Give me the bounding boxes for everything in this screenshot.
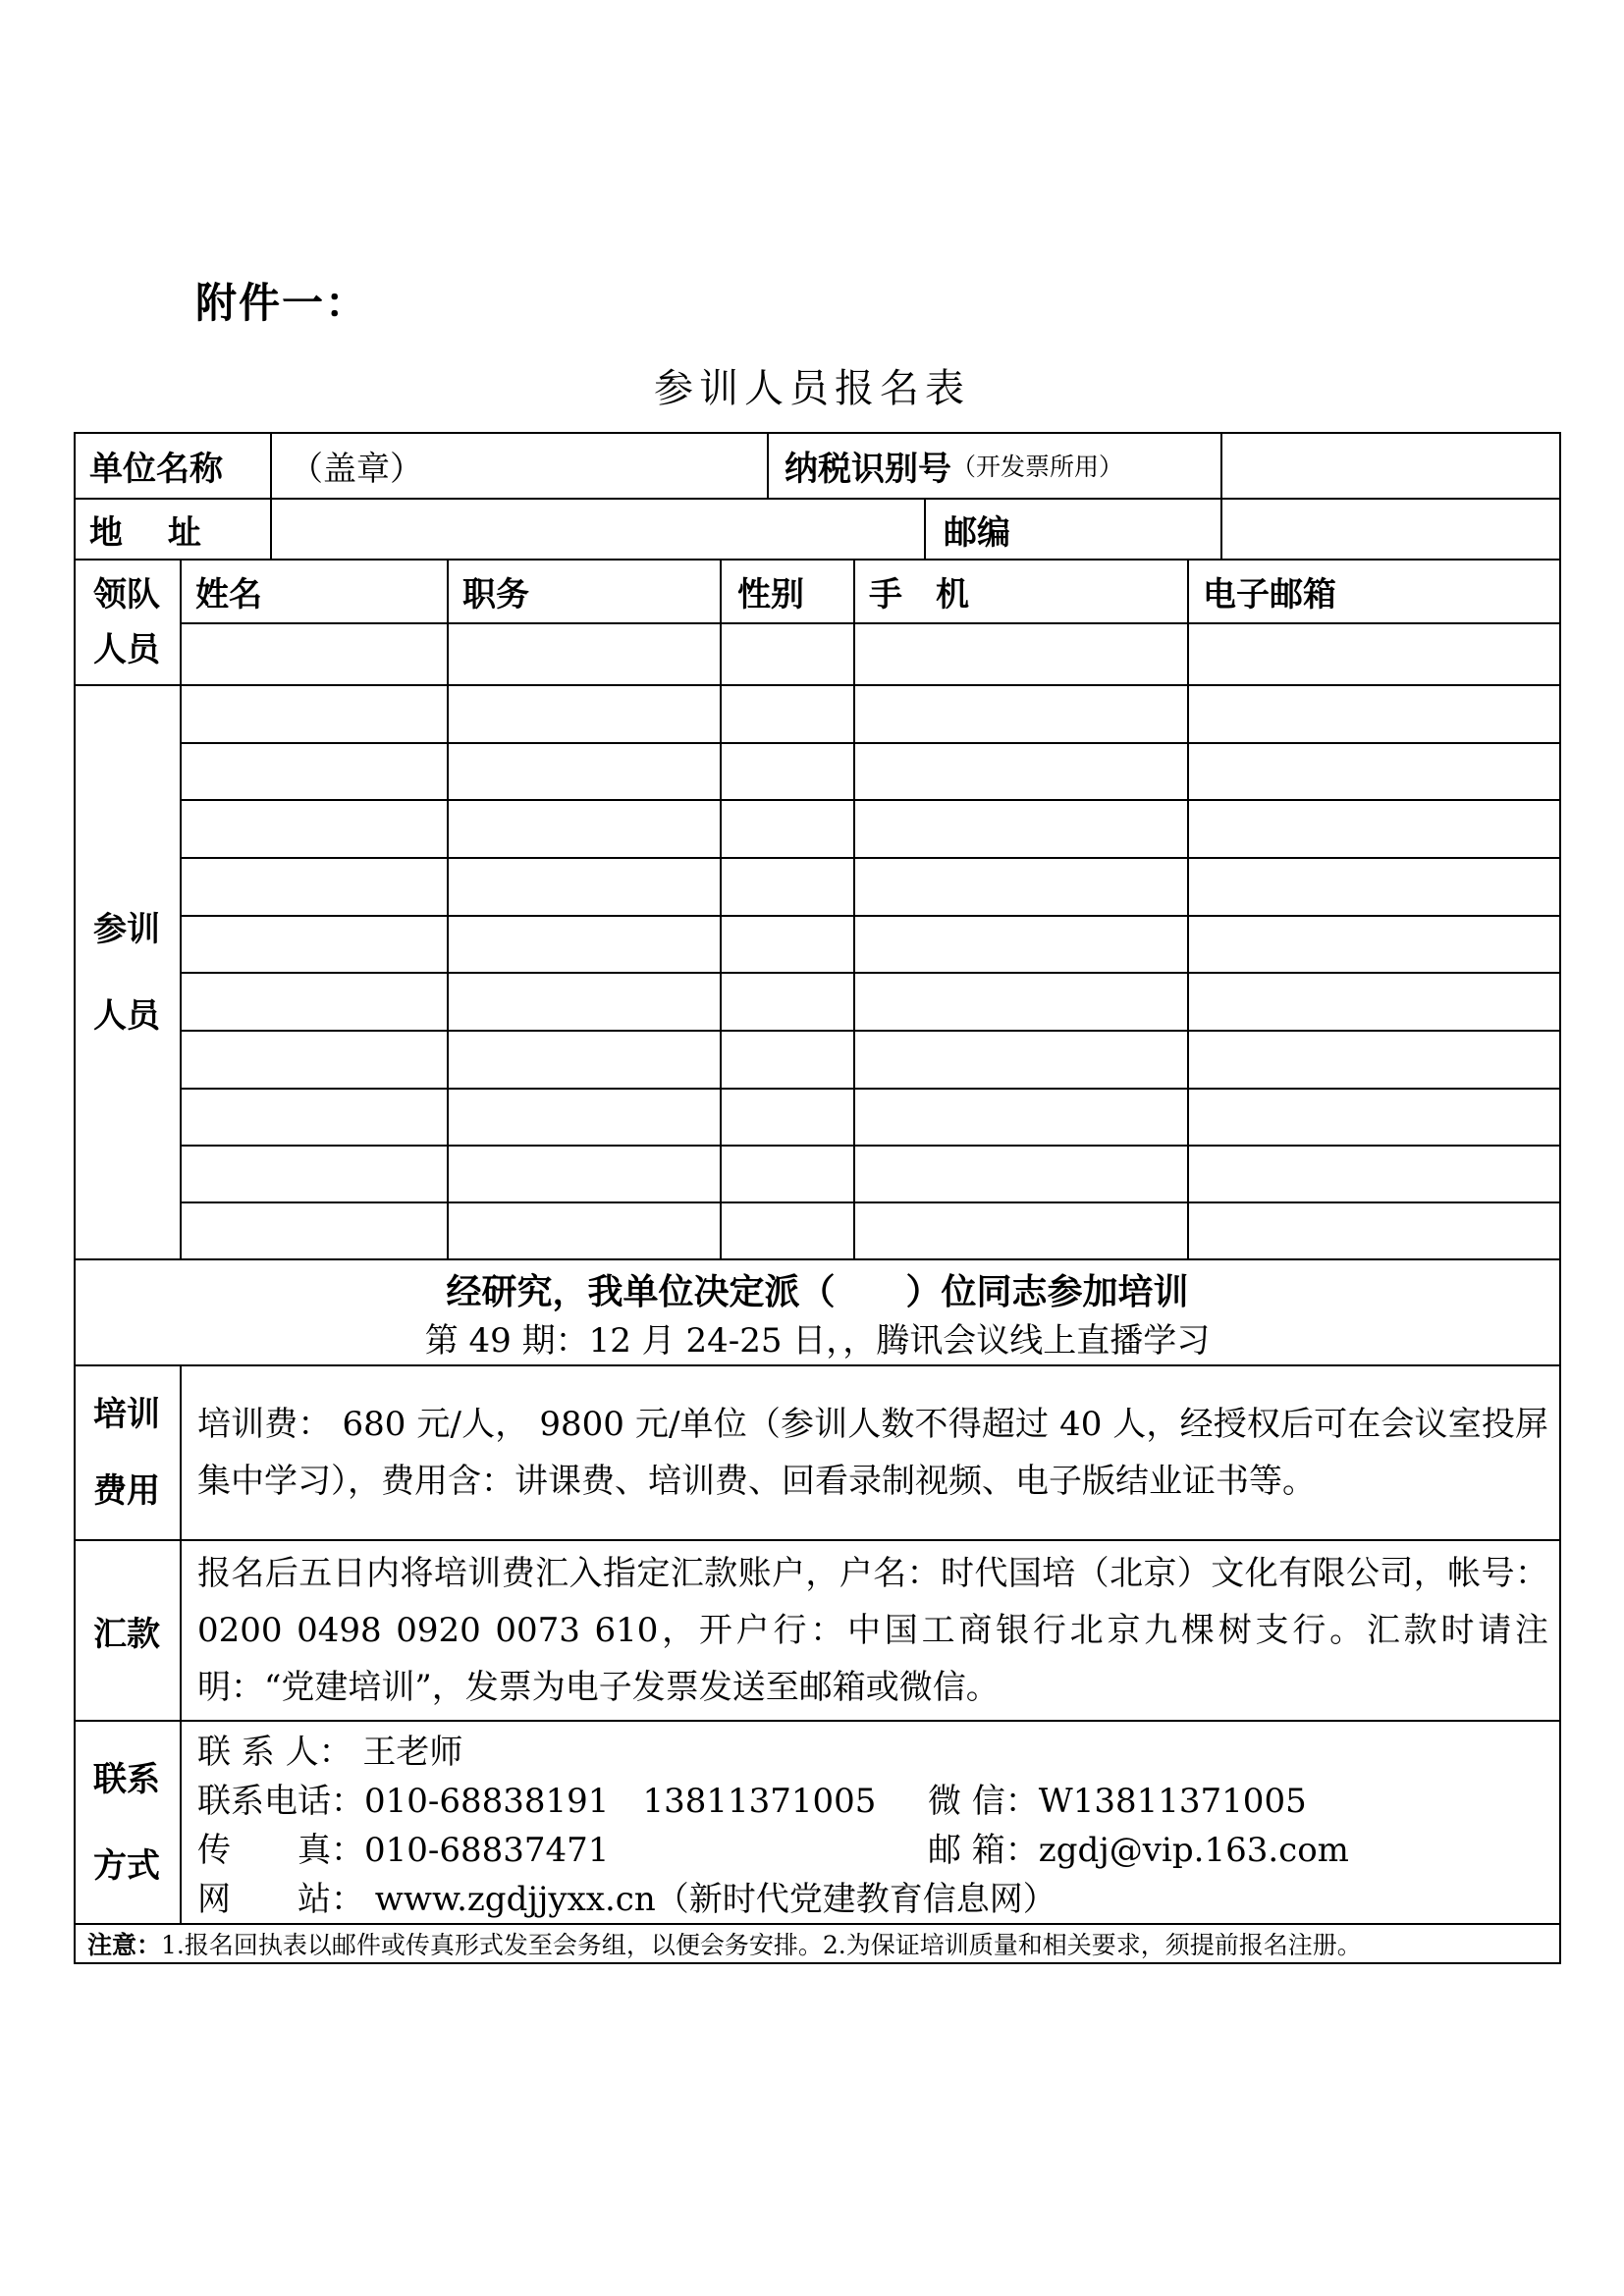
contact-phone: 联系电话：010-68838191 13811371005 <box>197 1781 877 1821</box>
tax-id-note: （开发票所用） <box>951 453 1124 481</box>
seal-hint: （盖章） <box>290 449 423 489</box>
registration-form <box>74 432 1561 1964</box>
decision-line2: 第 49 期：12 月 24-25 日，，腾讯会议线上直播学习 <box>424 1320 1211 1361</box>
grid-line <box>180 857 1561 859</box>
note-label: 注意： <box>87 1931 162 1959</box>
contact-wechat: 微 信：W13811371005 <box>928 1781 1307 1821</box>
note <box>87 1925 1362 1962</box>
fee-label <box>74 1365 180 1540</box>
tax-id-field[interactable] <box>1224 436 1556 495</box>
grid-line <box>180 1088 1561 1090</box>
tax-id-label-group <box>785 432 1123 499</box>
header-email: 电子邮箱 <box>1203 574 1336 614</box>
grid-line <box>180 972 1561 974</box>
fee-label-line2: 费用 <box>93 1471 160 1511</box>
form-title: 参训人员报名表 <box>654 366 970 411</box>
grid-line <box>720 560 722 1259</box>
grid-line <box>1187 560 1189 1259</box>
header-position: 职务 <box>462 574 529 614</box>
table-border-right <box>1559 432 1561 1964</box>
leader-label <box>74 560 180 685</box>
header-gender: 性别 <box>737 574 804 614</box>
grid-line <box>74 684 1561 686</box>
grid-line <box>180 915 1561 917</box>
postcode-field[interactable] <box>1224 503 1556 556</box>
address-label: 地 址 <box>89 512 201 553</box>
grid-line <box>180 799 1561 801</box>
contact-label <box>74 1721 180 1924</box>
grid-line <box>180 1030 1561 1032</box>
contact-fax: 传 真：010-68837471 <box>197 1830 610 1870</box>
grid-line <box>180 1145 1561 1147</box>
header-mobile: 手 机 <box>869 574 969 614</box>
remittance-label: 汇款 <box>93 1614 160 1654</box>
note-text: 1.报名回执表以邮件或传真形式发至会务组，以便会务安排。2.为保证培训质量和相关要求，须提前报名注册。 <box>161 1931 1362 1959</box>
fee-label-line1: 培训 <box>93 1395 160 1434</box>
grid-line <box>447 560 449 1259</box>
grid-line <box>74 559 1561 561</box>
participants-label-line1: 参训 <box>93 909 160 949</box>
leader-label-line1: 领队 <box>93 575 160 614</box>
grid-line <box>924 499 926 560</box>
leader-label-line2: 人员 <box>93 630 160 669</box>
tax-id-label: 纳税识别号 <box>785 449 951 489</box>
grid-line <box>74 1258 1561 1260</box>
contact-website: 网 站： www.zgdjjyxx.cn（新时代党建教育信息网） <box>197 1879 1056 1919</box>
grid-line <box>180 560 182 1259</box>
grid-line <box>180 622 1561 624</box>
grid-line <box>270 432 272 499</box>
participants-label-line2: 人员 <box>93 995 160 1036</box>
remittance-text: 报名后五日内将培训费汇入指定汇款账户，户名：时代国培（北京）文化有限公司，帐号：0200 0498 0920 0073 610，开户行：中国工商银行北京九棵树支行。汇款时请注明：“党建培训”，发票为电子发票发送至邮箱或微信。 <box>197 1554 1548 1707</box>
grid-line <box>853 560 855 1259</box>
address-field[interactable] <box>274 503 920 556</box>
contact-label-line2: 方式 <box>93 1845 160 1886</box>
attachment-label: 附件一： <box>195 279 369 327</box>
grid-line <box>1220 432 1222 560</box>
grid-line <box>270 499 272 560</box>
header-name: 姓名 <box>195 574 262 614</box>
table-border-bottom <box>74 1962 1561 1964</box>
contact-email: 邮 箱：zgdj@vip.163.com <box>928 1830 1349 1870</box>
participants-label <box>74 685 180 1259</box>
grid-line <box>767 432 769 499</box>
contact-person: 联 系 人： 王老师 <box>197 1732 463 1772</box>
contact-label-line1: 联系 <box>93 1759 160 1799</box>
grid-line <box>180 1364 182 1924</box>
fee-text: 培训费： 680 元/人， 9800 元/单位（参训人数不得超过 40 人，经授权后可在会议室投屏集中学习），费用含：讲课费、培训费、回看录制视频、电子版结业证书等。 <box>197 1405 1548 1501</box>
grid-line <box>180 742 1561 744</box>
decision-line1: 经研究，我单位决定派（ ）位同志参加培训 <box>446 1271 1189 1312</box>
grid-line <box>180 1201 1561 1203</box>
postcode-label: 邮编 <box>944 512 1010 553</box>
unit-name-label: 单位名称 <box>89 449 223 489</box>
